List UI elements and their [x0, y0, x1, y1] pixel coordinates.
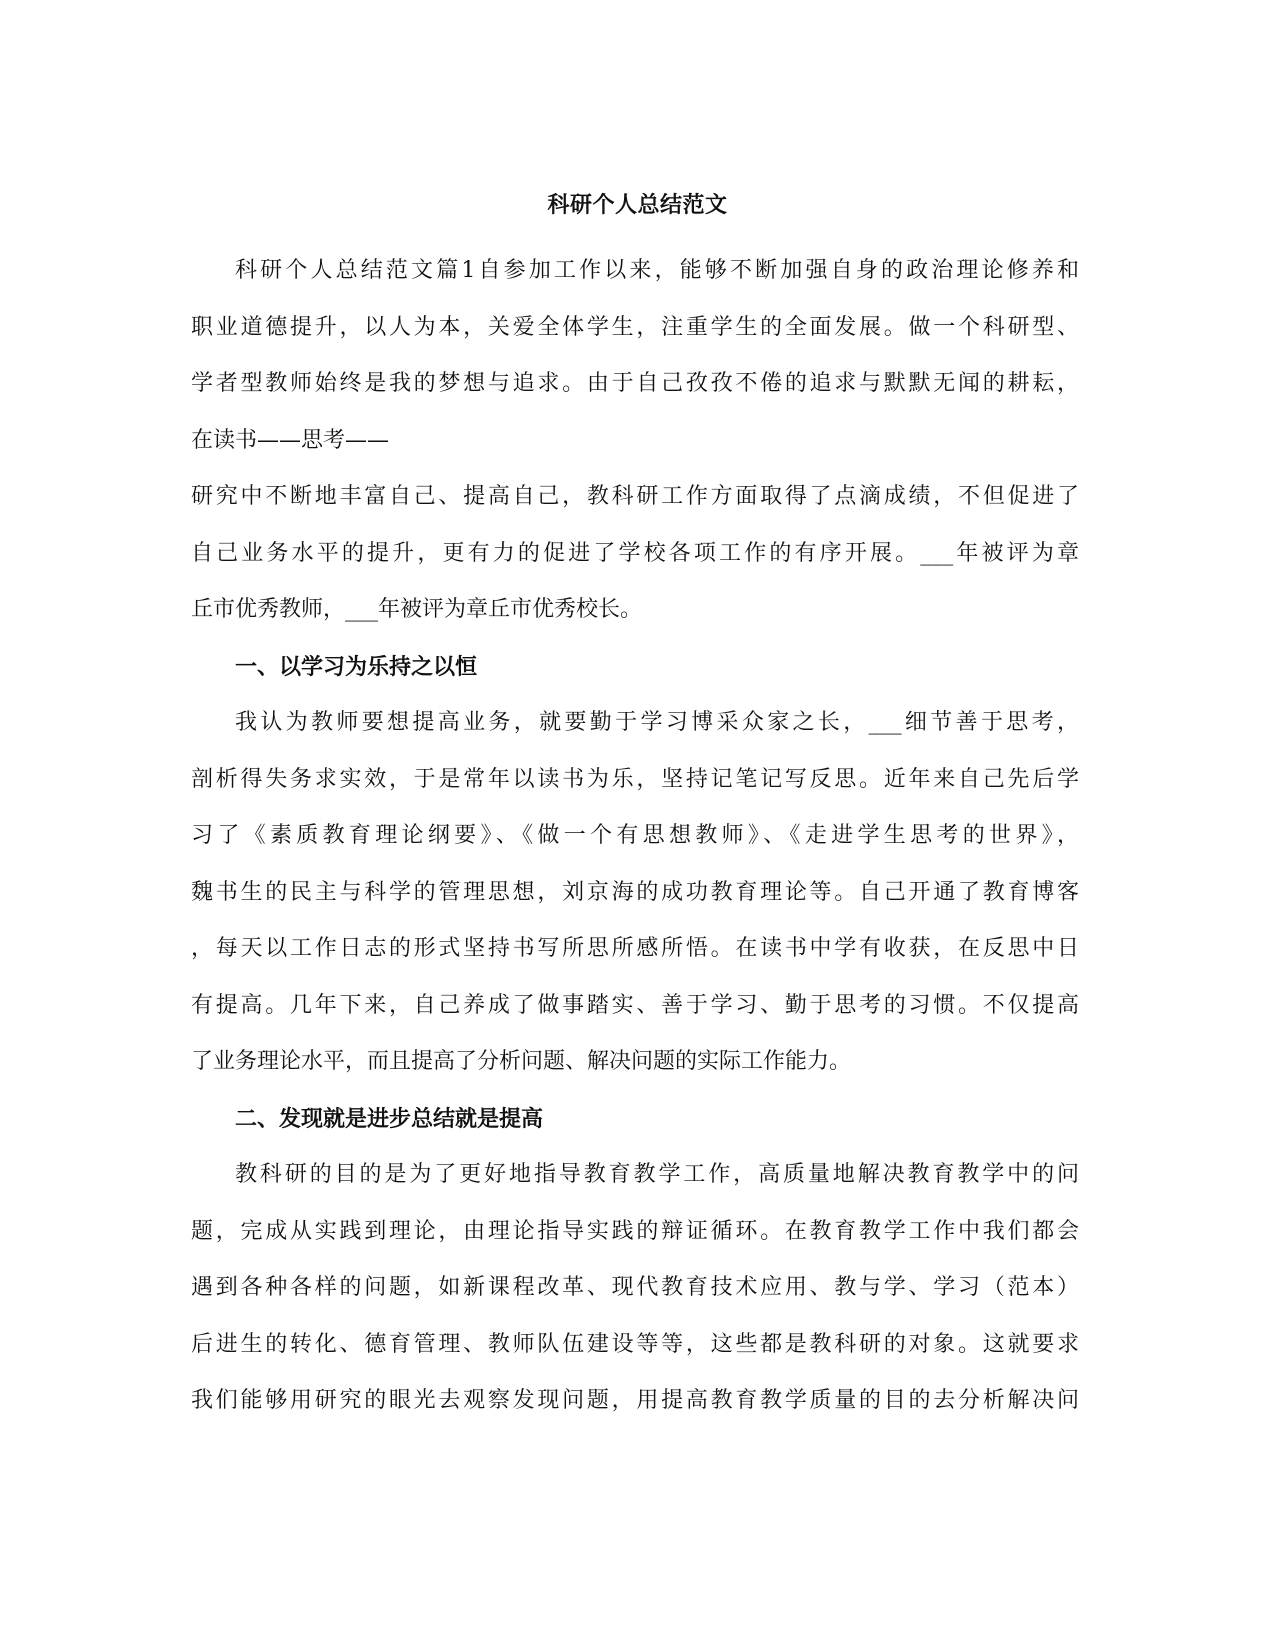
paragraph-line: 在读书——思考——	[191, 428, 390, 453]
paragraph-line: 学者型教师始终是我的梦想与追求。由于自己孜孜不倦的追求与默默无闻的耕耘，	[191, 371, 1079, 396]
section-heading: 一、以学习为乐持之以恒	[235, 654, 478, 680]
paragraph-line: 教科研的目的是为了更好地指导教育教学工作，高质量地解决教育教学中的问	[235, 1162, 1079, 1187]
paragraph-line: ，每天以工作日志的形式坚持书写所思所感所悟。在读书中学有收获，在反思中日	[191, 936, 1079, 961]
paragraph-line: 后进生的转化、德育管理、教师队伍建设等等，这些都是教科研的对象。这就要求	[191, 1332, 1079, 1357]
paragraph-line: 习了《素质教育理论纲要》、《做一个有思想教师》、《走进学生思考的世界》，	[191, 823, 1079, 848]
paragraph-line: 了业务理论水平，而且提高了分析问题、解决问题的实际工作能力。	[191, 1049, 852, 1074]
paragraph-line: 遇到各种各样的问题，如新课程改革、现代教育技术应用、教与学、学习（范本）	[191, 1275, 1079, 1300]
paragraph-line: 题，完成从实践到理论，由理论指导实践的辩证循环。在教育教学工作中我们都会	[191, 1219, 1079, 1244]
paragraph-line: 我认为教师要想提高业务，就要勤于学习博采众家之长，___细节善于思考，	[235, 710, 1079, 735]
paragraph-line: 我们能够用研究的眼光去观察发现问题，用提高教育教学质量的目的去分析解决问	[191, 1388, 1079, 1413]
paragraph-line: 丘市优秀教师，___年被评为章丘市优秀校长。	[191, 597, 643, 622]
section-heading: 二、发现就是进步总结就是提高	[235, 1106, 544, 1132]
document-title: 科研个人总结范文	[547, 192, 728, 218]
paragraph-line: 魏书生的民主与科学的管理思想，刘京海的成功教育理论等。自己开通了教育博客	[191, 880, 1079, 905]
paragraph-line: 研究中不断地丰富自己、提高自己，教科研工作方面取得了点滴成绩，不但促进了	[191, 484, 1079, 509]
paragraph-line: 自己业务水平的提升，更有力的促进了学校各项工作的有序开展。___年被评为章	[191, 541, 1079, 566]
paragraph-line: 科研个人总结范文篇1自参加工作以来，能够不断加强自身的政治理论修养和	[235, 258, 1079, 283]
paragraph-line: 有提高。几年下来，自己养成了做事踏实、善于学习、勤于思考的习惯。不仅提高	[191, 993, 1079, 1018]
paragraph-line: 职业道德提升，以人为本，关爱全体学生，注重学生的全面发展。做一个科研型、	[191, 315, 1079, 340]
paragraph-line: 剖析得失务求实效，于是常年以读书为乐，坚持记笔记写反思。近年来自己先后学	[191, 767, 1079, 792]
